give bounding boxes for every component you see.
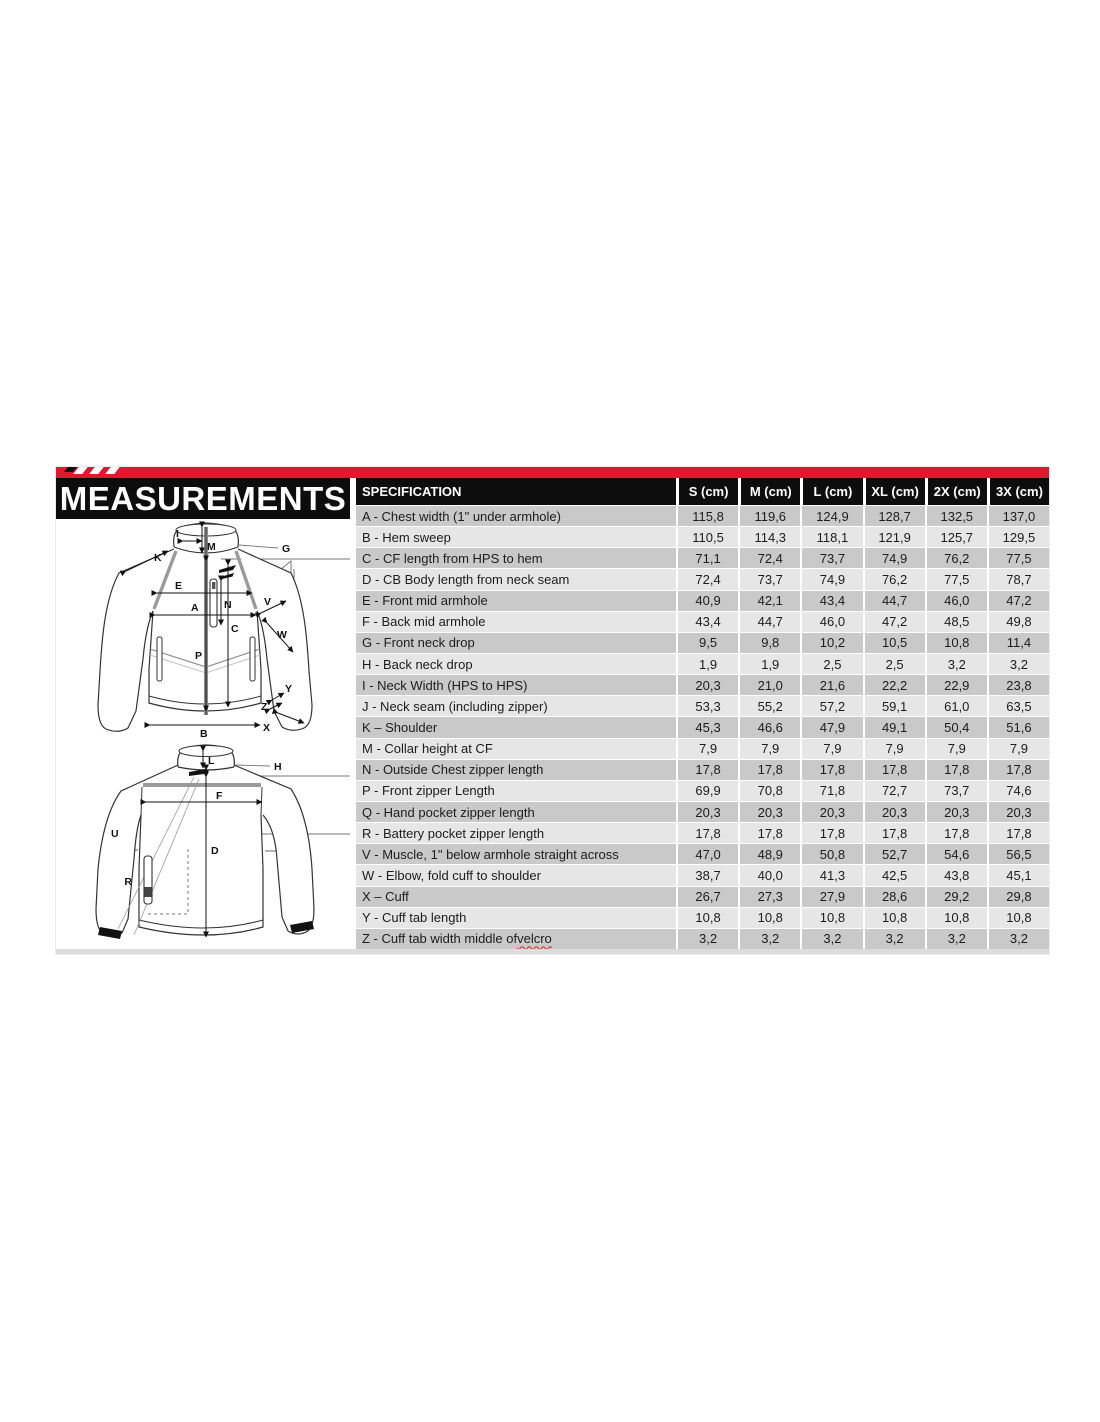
size-value: 137,0 bbox=[987, 506, 1049, 526]
column-header-m: M (cm) bbox=[738, 478, 800, 505]
table-row bbox=[356, 801, 1049, 822]
dim-label-F: F bbox=[216, 790, 223, 802]
spec-label: E - Front mid armhole bbox=[356, 591, 676, 611]
size-value: 28,6 bbox=[863, 887, 925, 907]
jacket-diagram bbox=[56, 519, 353, 954]
brand-red-stripe bbox=[56, 467, 1049, 478]
size-value: 10,8 bbox=[987, 908, 1049, 928]
size-value: 2,5 bbox=[800, 654, 862, 674]
size-value: 20,3 bbox=[676, 675, 738, 695]
size-value: 10,8 bbox=[676, 908, 738, 928]
size-value: 10,5 bbox=[863, 633, 925, 653]
size-value: 43,8 bbox=[925, 865, 987, 885]
size-value: 10,8 bbox=[925, 908, 987, 928]
size-value: 38,7 bbox=[676, 865, 738, 885]
table-row bbox=[356, 568, 1049, 589]
dim-label-D: D bbox=[211, 845, 219, 857]
size-value: 17,8 bbox=[800, 760, 862, 780]
column-header-xl: XL (cm) bbox=[863, 478, 925, 505]
spec-label: K – Shoulder bbox=[356, 717, 676, 737]
size-value: 17,8 bbox=[863, 823, 925, 843]
size-value: 42,1 bbox=[738, 591, 800, 611]
size-value: 43,4 bbox=[676, 612, 738, 632]
dim-label-L: L bbox=[208, 755, 215, 767]
table-row bbox=[356, 653, 1049, 674]
table-row bbox=[356, 928, 1049, 949]
size-value: 20,3 bbox=[987, 802, 1049, 822]
size-value: 1,9 bbox=[738, 654, 800, 674]
table-row bbox=[356, 505, 1049, 526]
size-value: 47,2 bbox=[987, 591, 1049, 611]
spec-label: C - CF length from HPS to hem bbox=[356, 548, 676, 568]
size-value: 48,9 bbox=[738, 844, 800, 864]
size-value: 43,4 bbox=[800, 591, 862, 611]
size-value: 10,8 bbox=[925, 633, 987, 653]
size-value: 45,3 bbox=[676, 717, 738, 737]
size-value: 50,8 bbox=[800, 844, 862, 864]
size-value: 17,8 bbox=[738, 760, 800, 780]
dim-label-B: B bbox=[200, 728, 208, 740]
size-value: 17,8 bbox=[987, 823, 1049, 843]
size-value: 74,6 bbox=[987, 781, 1049, 801]
table-row bbox=[356, 886, 1049, 907]
size-value: 17,8 bbox=[925, 760, 987, 780]
size-value: 3,2 bbox=[676, 929, 738, 949]
size-value: 73,7 bbox=[738, 569, 800, 589]
table-row bbox=[356, 907, 1049, 928]
size-value: 10,8 bbox=[863, 908, 925, 928]
size-value: 47,2 bbox=[863, 612, 925, 632]
size-value: 47,0 bbox=[676, 844, 738, 864]
size-value: 17,8 bbox=[676, 760, 738, 780]
size-value: 17,8 bbox=[676, 823, 738, 843]
table-row bbox=[356, 674, 1049, 695]
jacket-front-view bbox=[98, 523, 350, 740]
size-value: 70,8 bbox=[738, 781, 800, 801]
size-value: 77,5 bbox=[987, 548, 1049, 568]
size-value: 20,3 bbox=[676, 802, 738, 822]
dim-label-X: X bbox=[263, 722, 271, 734]
size-value: 22,2 bbox=[863, 675, 925, 695]
size-value: 77,5 bbox=[925, 569, 987, 589]
size-value: 3,2 bbox=[925, 654, 987, 674]
size-value: 74,9 bbox=[863, 548, 925, 568]
size-value: 61,0 bbox=[925, 696, 987, 716]
size-value: 40,0 bbox=[738, 865, 800, 885]
size-value: 42,5 bbox=[863, 865, 925, 885]
dim-label-R: R bbox=[124, 876, 132, 888]
size-value: 17,8 bbox=[987, 760, 1049, 780]
page-title: MEASUREMENTS bbox=[59, 479, 347, 517]
size-value: 7,9 bbox=[925, 739, 987, 759]
size-value: 115,8 bbox=[676, 506, 738, 526]
size-value: 7,9 bbox=[738, 739, 800, 759]
table-row bbox=[356, 759, 1049, 780]
size-value: 3,2 bbox=[800, 929, 862, 949]
dim-label-K: K bbox=[154, 552, 162, 564]
measurement-table bbox=[356, 478, 1049, 949]
size-value: 50,4 bbox=[925, 717, 987, 737]
size-value: 17,8 bbox=[738, 823, 800, 843]
size-value: 46,0 bbox=[925, 591, 987, 611]
spec-label: B - Hem sweep bbox=[356, 527, 676, 547]
table-row bbox=[356, 780, 1049, 801]
spec-label: D - CB Body length from neck seam bbox=[356, 569, 676, 589]
size-value: 17,8 bbox=[863, 760, 925, 780]
size-value: 29,2 bbox=[925, 887, 987, 907]
spec-label: N - Outside Chest zipper length bbox=[356, 760, 676, 780]
size-value: 119,6 bbox=[738, 506, 800, 526]
size-value: 9,5 bbox=[676, 633, 738, 653]
size-value: 71,8 bbox=[800, 781, 862, 801]
size-value: 3,2 bbox=[863, 929, 925, 949]
dim-label-A: A bbox=[191, 602, 199, 614]
size-value: 10,2 bbox=[800, 633, 862, 653]
size-value: 22,9 bbox=[925, 675, 987, 695]
size-value: 7,9 bbox=[676, 739, 738, 759]
size-value: 10,8 bbox=[738, 908, 800, 928]
dim-label-E: E bbox=[175, 580, 183, 592]
size-value: 55,2 bbox=[738, 696, 800, 716]
size-value: 20,3 bbox=[800, 802, 862, 822]
spec-label: A - Chest width (1" under armhole) bbox=[356, 506, 676, 526]
size-value: 118,1 bbox=[800, 527, 862, 547]
jacket-diagram-panel bbox=[56, 519, 353, 954]
size-value: 27,9 bbox=[800, 887, 862, 907]
dim-label-Z: Z bbox=[261, 701, 268, 713]
table-row bbox=[356, 632, 1049, 653]
column-header-s: S (cm) bbox=[676, 478, 738, 505]
spec-label: Y - Cuff tab length bbox=[356, 908, 676, 928]
hand-pocket-zipper bbox=[157, 637, 162, 681]
size-value: 3,2 bbox=[925, 929, 987, 949]
size-value: 49,8 bbox=[987, 612, 1049, 632]
dim-label-G: G bbox=[282, 543, 291, 555]
size-value: 121,9 bbox=[863, 527, 925, 547]
table-row bbox=[356, 843, 1049, 864]
size-value: 7,9 bbox=[987, 739, 1049, 759]
size-value: 110,5 bbox=[676, 527, 738, 547]
size-value: 47,9 bbox=[800, 717, 862, 737]
size-value: 17,8 bbox=[800, 823, 862, 843]
dim-label-H: H bbox=[274, 761, 282, 773]
spec-label: V - Muscle, 1" below armhole straight across bbox=[356, 844, 676, 864]
size-value: 21,0 bbox=[738, 675, 800, 695]
size-value: 7,9 bbox=[863, 739, 925, 759]
dim-label-Y: Y bbox=[285, 683, 293, 695]
size-value: 59,1 bbox=[863, 696, 925, 716]
table-row bbox=[356, 822, 1049, 843]
column-header-2x: 2X (cm) bbox=[925, 478, 987, 505]
table-row bbox=[356, 716, 1049, 737]
stripe-slash-icon bbox=[105, 467, 119, 474]
spec-label: P - Front zipper Length bbox=[356, 781, 676, 801]
spec-label: Z - Cuff tab width middle of velcro bbox=[356, 929, 676, 949]
size-value: 2,5 bbox=[863, 654, 925, 674]
size-value: 125,7 bbox=[925, 527, 987, 547]
size-value: 56,5 bbox=[987, 844, 1049, 864]
spec-label: F - Back mid armhole bbox=[356, 612, 676, 632]
size-value: 3,2 bbox=[987, 929, 1049, 949]
size-value: 21,6 bbox=[800, 675, 862, 695]
hand-pocket-zipper bbox=[250, 637, 255, 681]
size-value: 48,5 bbox=[925, 612, 987, 632]
size-value: 52,7 bbox=[863, 844, 925, 864]
size-value: 10,8 bbox=[800, 908, 862, 928]
size-value: 53,3 bbox=[676, 696, 738, 716]
spec-label: Q - Hand pocket zipper length bbox=[356, 802, 676, 822]
size-value: 72,4 bbox=[738, 548, 800, 568]
spec-label: H - Back neck drop bbox=[356, 654, 676, 674]
table-header-row bbox=[356, 478, 1049, 505]
size-value: 54,6 bbox=[925, 844, 987, 864]
dim-label-P: P bbox=[195, 650, 203, 662]
size-value: 23,8 bbox=[987, 675, 1049, 695]
size-value: 46,6 bbox=[738, 717, 800, 737]
spec-label: W - Elbow, fold cuff to shoulder bbox=[356, 865, 676, 885]
column-header-specification: SPECIFICATION bbox=[356, 478, 676, 505]
spec-label: X – Cuff bbox=[356, 887, 676, 907]
size-value: 51,6 bbox=[987, 717, 1049, 737]
size-value: 78,7 bbox=[987, 569, 1049, 589]
dim-label-C: C bbox=[231, 623, 239, 635]
column-header-l: L (cm) bbox=[800, 478, 862, 505]
size-value: 29,8 bbox=[987, 887, 1049, 907]
measurements-banner bbox=[56, 478, 350, 519]
table-row bbox=[356, 547, 1049, 568]
dim-label-M: M bbox=[207, 541, 216, 553]
spec-label: R - Battery pocket zipper length bbox=[356, 823, 676, 843]
size-value: 3,2 bbox=[738, 929, 800, 949]
dim-label-N: N bbox=[224, 599, 232, 611]
size-value: 44,7 bbox=[863, 591, 925, 611]
table-row bbox=[356, 695, 1049, 716]
spec-label: I - Neck Width (HPS to HPS) bbox=[356, 675, 676, 695]
size-value: 9,8 bbox=[738, 633, 800, 653]
size-value: 114,3 bbox=[738, 527, 800, 547]
spec-label: J - Neck seam (including zipper) bbox=[356, 696, 676, 716]
spec-label: M - Collar height at CF bbox=[356, 739, 676, 759]
table-row bbox=[356, 864, 1049, 885]
size-value: 7,9 bbox=[800, 739, 862, 759]
stripe-slash-icon bbox=[89, 467, 103, 474]
measurement-sheet bbox=[55, 466, 1050, 955]
size-value: 20,3 bbox=[925, 802, 987, 822]
jacket-back-view bbox=[96, 745, 350, 939]
size-value: 124,9 bbox=[800, 506, 862, 526]
size-value: 20,3 bbox=[738, 802, 800, 822]
table-row bbox=[356, 526, 1049, 547]
size-value: 72,7 bbox=[863, 781, 925, 801]
size-value: 45,1 bbox=[987, 865, 1049, 885]
size-value: 73,7 bbox=[800, 548, 862, 568]
size-value: 57,2 bbox=[800, 696, 862, 716]
sheet-bottom-edge bbox=[56, 949, 1049, 954]
table-row bbox=[356, 611, 1049, 632]
spec-label: G - Front neck drop bbox=[356, 633, 676, 653]
size-value: 129,5 bbox=[987, 527, 1049, 547]
size-value: 76,2 bbox=[863, 569, 925, 589]
size-value: 63,5 bbox=[987, 696, 1049, 716]
size-value: 71,1 bbox=[676, 548, 738, 568]
size-value: 26,7 bbox=[676, 887, 738, 907]
size-value: 20,3 bbox=[863, 802, 925, 822]
size-value: 46,0 bbox=[800, 612, 862, 632]
size-value: 11,4 bbox=[987, 633, 1049, 653]
size-value: 49,1 bbox=[863, 717, 925, 737]
size-value: 69,9 bbox=[676, 781, 738, 801]
size-value: 76,2 bbox=[925, 548, 987, 568]
size-value: 72,4 bbox=[676, 569, 738, 589]
table-row bbox=[356, 738, 1049, 759]
size-value: 27,3 bbox=[738, 887, 800, 907]
table-rows bbox=[356, 505, 1049, 949]
dim-label-I: I bbox=[176, 528, 179, 540]
size-value: 40,9 bbox=[676, 591, 738, 611]
size-value: 73,7 bbox=[925, 781, 987, 801]
size-value: 74,9 bbox=[800, 569, 862, 589]
column-header-3x: 3X (cm) bbox=[987, 478, 1049, 505]
size-value: 41,3 bbox=[800, 865, 862, 885]
size-value: 17,8 bbox=[925, 823, 987, 843]
size-value: 1,9 bbox=[676, 654, 738, 674]
size-value: 128,7 bbox=[863, 506, 925, 526]
dim-label-U: U bbox=[111, 828, 119, 840]
dim-label-W: W bbox=[277, 629, 287, 641]
dim-label-V: V bbox=[264, 596, 272, 608]
size-value: 3,2 bbox=[987, 654, 1049, 674]
size-value: 44,7 bbox=[738, 612, 800, 632]
size-value: 132,5 bbox=[925, 506, 987, 526]
table-row bbox=[356, 590, 1049, 611]
